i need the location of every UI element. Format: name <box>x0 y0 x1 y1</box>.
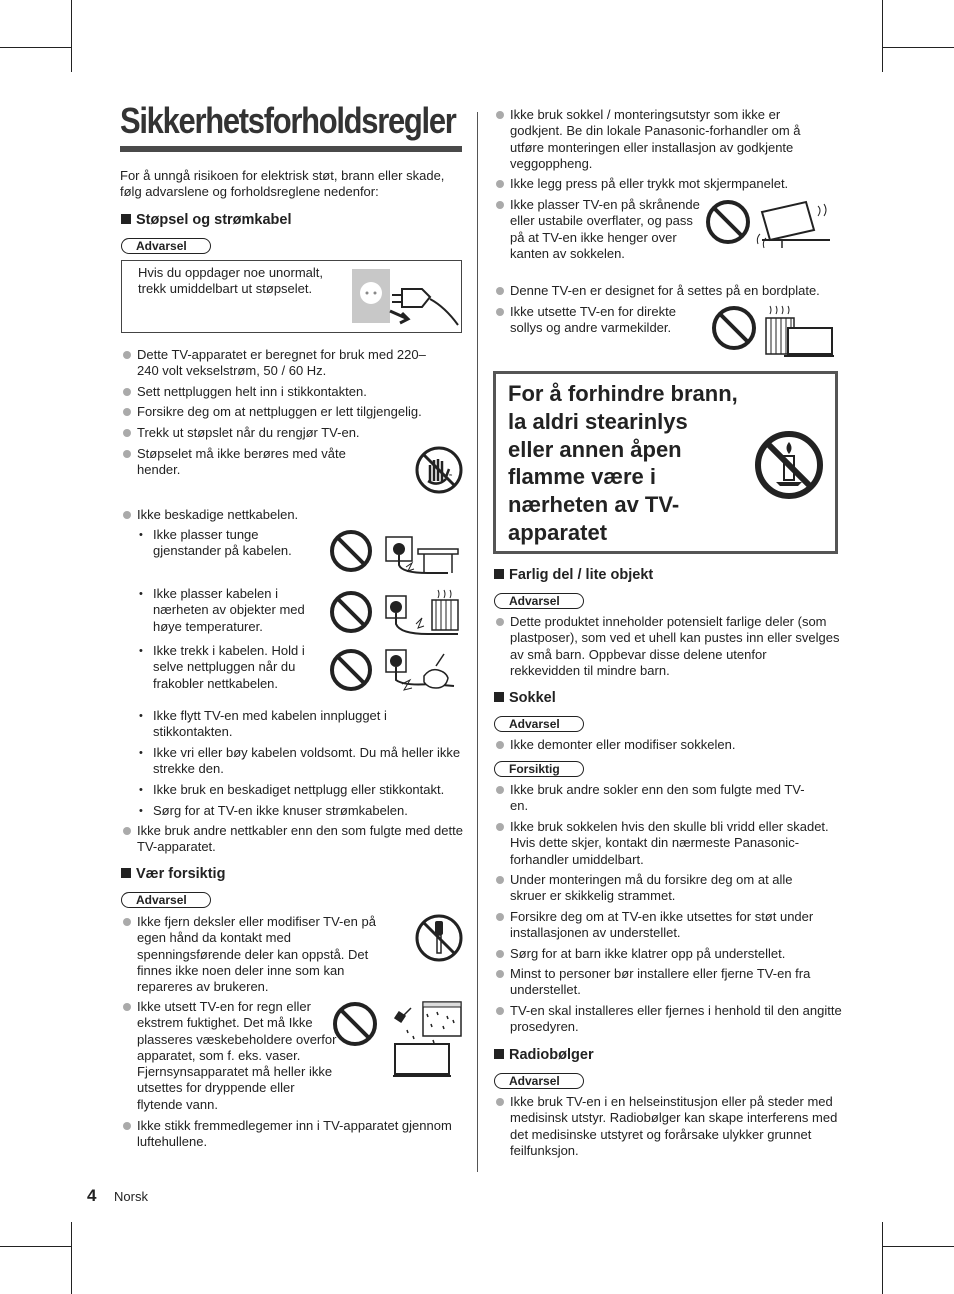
list-item: Ikke utsette TV-en for direkte sollys og andre varmekilder. <box>494 304 700 337</box>
crop-mark <box>71 0 72 72</box>
crop-mark <box>0 1246 72 1247</box>
footer-language: Norsk <box>114 1189 148 1204</box>
sub-list-item: • Ikke plasser tunge gjenstander på kabelen. <box>139 527 323 560</box>
page-number: 4 <box>87 1186 97 1205</box>
list-item: Ikke bruk andre sokler enn den som fulgte med TV-en. <box>494 782 820 815</box>
crop-mark <box>0 47 72 48</box>
warning-label: Advarsel <box>494 716 584 732</box>
list-item: Under monteringen må du forsikre deg om at alle skruer er skikkelig strammet. <box>494 872 830 905</box>
section-heading-radio: Radiobølger <box>494 1047 594 1063</box>
sub-list-item: • Ikke bruk en beskadiget nettplugg eller stikkontakt. <box>139 782 473 798</box>
warning-box <box>121 260 462 333</box>
list-item: Ikke fjern deksler eller modifiser TV-en på egen hånd da kontakt med spenningsførende deler kan oppstå. Det finnes ikke noen deler inne som kan repareres av brukeren. <box>121 914 387 995</box>
list-item: Ikke bruk sokkelen hvis den skulle bli vridd eller skadet. Hvis dette skjer, kontakt din nærmeste Panasonic-forhandler umiddelbart. <box>494 819 830 868</box>
heavy-object-on-cable-icon <box>328 527 463 577</box>
section-heading-plug: Støpsel og strømkabel <box>121 212 292 228</box>
section-heading-pedestal: Sokkel <box>494 690 556 706</box>
crop-mark <box>71 1222 72 1294</box>
list-item: Dette produktet inneholder potensielt farlige deler (som plastposer), som ved et uhell kan pustes inn eller svelges av små barn. Oppbevar disse delene utenfor rekkevidden til mindre barn. <box>494 614 840 679</box>
fire-warning-box <box>493 371 838 554</box>
column-divider <box>477 112 478 1172</box>
list-item: Ikke legg press på eller trykk mot skjermpanelet. <box>494 176 840 192</box>
pull-cable-icon <box>328 646 463 696</box>
crop-mark <box>882 1222 883 1294</box>
page-title: Sikkerhetsforholdsregler <box>120 100 456 141</box>
list-item: Dette TV-apparatet er beregnet for bruk med 220–240 volt vekselstrøm, 50 / 60 Hz. <box>121 347 437 380</box>
tilted-tv-icon <box>706 200 834 252</box>
fire-warning-text: For å forhindre brann, la aldri stearinlys eller annen åpen flamme være i nærheten av TV-apparatet <box>508 381 738 545</box>
list-item: Sett nettpluggen helt inn i stikkontakten. <box>121 384 467 400</box>
list-item: Ikke bruk TV-en i en helseinstitusjon eller på steder med medisinsk utstyr. Radiobølger kan skape interferens med det medisinske utstyret og forårsake ulykker grunnet feilfunksjon. <box>494 1094 840 1159</box>
list-item: Støpselet må ikke berøres med våte hender. <box>121 446 387 479</box>
wall-outlet-plug-icon <box>350 267 460 327</box>
list-item: Ikke bruk sokkel / monteringsutstyr som ikke er godkjent. Be din lokale Panasonic-forhandler om å utføre monteringen eller installasjon av godkjente veggoppheng. <box>494 107 832 172</box>
list-item: TV-en skal installeres eller fjernes i henhold til den angitte prosedyren. <box>494 1003 845 1036</box>
list-item: Ikke utsett TV-en for regn eller ekstrem fuktighet. Det må Ikke plasseres væskebeholdere overfor apparatet, som f. eks. vaser. Fjernsynsapparatet må heller ikke utsettes for dryppende eller flytende vann. <box>121 999 337 1113</box>
sub-list-item: • Ikke trekk i kabelen. Hold i selve nettpluggen når du frakobler nettkabelen. <box>139 643 328 692</box>
warning-label: Advarsel <box>121 238 211 254</box>
list-item: Forsikre deg om at nettpluggen er lett tilgjengelig. <box>121 404 467 420</box>
radiator-tv-icon <box>712 304 837 360</box>
list-item: Forsikre deg om at TV-en ikke utsettes for støt under installasjonen av understellet. <box>494 909 850 942</box>
warning-label: Advarsel <box>121 892 211 908</box>
list-item: Ikke plasser TV-en på skrånende eller ustabile overflater, og pass på at TV-en ikke henger over kanten av sokkelen. <box>494 197 700 262</box>
water-vase-tv-icon <box>333 1000 463 1080</box>
list-item: Minst to personer bør installere eller fjerne TV-en fra understellet. <box>494 966 845 999</box>
sub-list-item: • Sørg for at TV-en ikke knuser strømkabelen. <box>139 803 473 819</box>
radiator-cable-icon <box>328 588 463 638</box>
list-item: Ikke beskadige nettkabelen. <box>121 507 437 523</box>
list-item: Denne TV-en er designet for å settes på en bordplate. <box>494 283 850 299</box>
list-item: Ikke stikk fremmedlegemer inn i TV-apparatet gjennom luftehullene. <box>121 1118 467 1151</box>
warning-box-text: Hvis du oppdager noe unormalt, trekk umiddelbart ut støpselet. <box>138 265 324 297</box>
svg-text:≈: ≈ <box>449 473 453 479</box>
warning-label: Advarsel <box>494 1073 584 1089</box>
list-item: Sørg for at barn ikke klatrer opp på understellet. <box>494 946 850 962</box>
section-heading-small-part: Farlig del / lite objekt <box>494 567 653 583</box>
crop-mark <box>882 47 954 48</box>
intro-text: For å unngå risikoen for elektrisk støt, brann eller skade, følg advarslene og forholdsreglene nedenfor: <box>120 168 445 200</box>
caution-label: Forsiktig <box>494 761 584 777</box>
list-item: Trekk ut støpslet når du rengjør TV-en. <box>121 425 467 441</box>
screwdriver-prohibited-icon <box>416 915 462 961</box>
sub-list-item: • Ikke flytt TV-en med kabelen innplugget i stikkontakten. <box>139 708 453 741</box>
crop-mark <box>882 0 883 72</box>
candle-prohibited-icon <box>754 430 824 500</box>
crop-mark <box>882 1246 954 1247</box>
section-heading-careful: Vær forsiktig <box>121 866 225 882</box>
sub-list-item: • Ikke vri eller bøy kabelen voldsomt. Du må heller ikke strekke den. <box>139 745 468 778</box>
wet-hand-prohibited-icon <box>416 447 462 493</box>
title-rule <box>120 146 462 152</box>
list-item: Ikke bruk andre nettkabler enn den som fulgte med dette TV-apparatet. <box>121 823 467 856</box>
sub-list-item: • Ikke plasser kabelen i nærheten av objekter med høye temperaturer. <box>139 586 328 635</box>
warning-label: Advarsel <box>494 593 584 609</box>
list-item: Ikke demonter eller modifiser sokkelen. <box>494 737 840 753</box>
